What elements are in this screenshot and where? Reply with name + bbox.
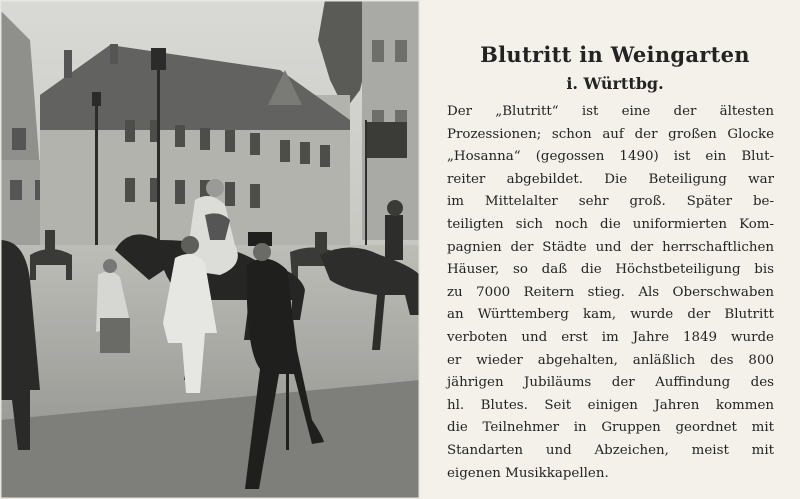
description-panel (430, 0, 800, 499)
text-line: Prozessionen; schon auf der großen Glocke (447, 126, 774, 142)
text-line: hl. Blutes. Seit einigen Jahren kommen (447, 397, 774, 413)
text-line: Häuser, so daß die Höchstbeteiligung bis (447, 262, 774, 278)
text-line: reiter abgebildet. Die Beteiligung war (447, 171, 774, 187)
text-line: an Württemberg kam, wurde der Blutritt (447, 307, 774, 323)
text-line: verboten und erst im Jahre 1849 wurde (447, 329, 774, 345)
text-line: zu 7000 Reitern stieg. Als Oberschwaben (447, 284, 774, 300)
text-line: „Hosanna“ (gegossen 1490) ist ein Blut- (447, 149, 774, 165)
text-line: die Teilnehmer in Gruppen geordnet mit (447, 420, 774, 436)
text-line: er wieder abgehalten, anläßlich des 800 (447, 352, 774, 368)
text-line: teiligten sich noch die uniformierten Kom- (447, 216, 774, 232)
text-line: jährigen Jubiläums der Auffindung des (447, 375, 774, 391)
postcard-title: Blutritt in Weingarten (480, 42, 750, 67)
text-line: im Mittelalter sehr groß. Später be- (447, 194, 774, 210)
text-line: Der „Blutritt“ ist eine der ältesten (447, 104, 774, 119)
text-line: Standarten und Abzeichen, meist mit (447, 442, 774, 458)
description-text (447, 101, 774, 485)
text-line: pagnien der Städte und der herrschaftlichen (447, 239, 774, 255)
postcard-subtitle: i. Württbg. (566, 74, 664, 93)
text-line: eigenen Musikkapellen. (447, 465, 609, 481)
